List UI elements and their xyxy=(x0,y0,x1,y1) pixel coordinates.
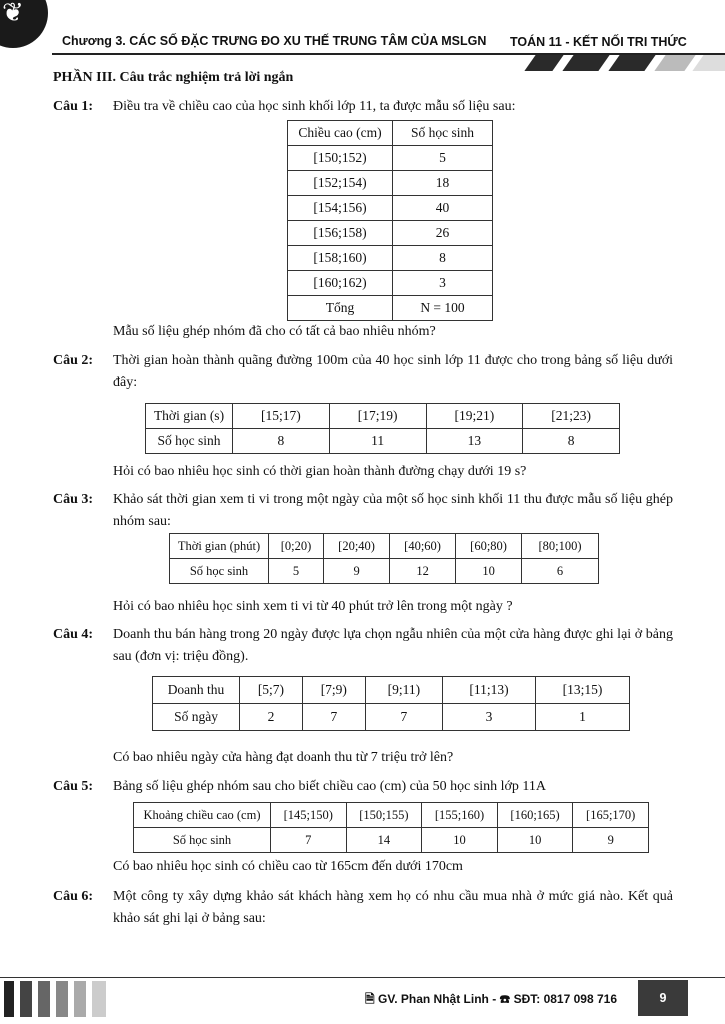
question-label: Câu 3: xyxy=(53,492,94,507)
q3-table xyxy=(169,533,599,584)
document-icon: 🗎 xyxy=(365,992,378,1006)
question-followup: Có bao nhiêu học sinh có chiều cao từ 165cm đến dưới 170cm xyxy=(113,859,463,874)
table-cell: [0;20) xyxy=(269,534,324,559)
table-cell: 5 xyxy=(269,559,324,584)
table-cell: 26 xyxy=(393,221,493,246)
table-cell: [20;40) xyxy=(324,534,390,559)
table-cell: 8 xyxy=(233,429,330,454)
question-label: Câu 6: xyxy=(53,889,94,904)
table-cell: [13;15) xyxy=(535,677,629,704)
footer-teacher xyxy=(365,990,617,1011)
table-cell: [160;165) xyxy=(497,803,573,828)
table-cell: 40 xyxy=(393,196,493,221)
question-followup: Hỏi có bao nhiêu học sinh xem ti vi từ 40 phút trở lên trong một ngày ? xyxy=(113,599,513,614)
table-cell: 9 xyxy=(573,828,649,853)
table-cell: [160;162) xyxy=(288,271,393,296)
table-header-cell: Số học sinh xyxy=(393,121,493,146)
table-cell: 1 xyxy=(535,704,629,731)
table-cell: [60;80) xyxy=(456,534,522,559)
table-cell: 10 xyxy=(422,828,498,853)
table-cell: 7 xyxy=(365,704,442,731)
chapter-title: Chương 3. CÁC SỐ ĐẶC TRƯNG ĐO XU THẾ TRUNG TÂM CỦA MSLGN xyxy=(62,34,487,48)
table-cell: Số học sinh xyxy=(134,828,271,853)
footer-stripes xyxy=(0,981,120,1017)
table-cell: [21;23) xyxy=(523,404,620,429)
table-cell: N = 100 xyxy=(393,296,493,321)
table-cell: [11;13) xyxy=(443,677,536,704)
question-text: Điều tra về chiều cao của học sinh khối lớp 11, ta được mẫu số liệu sau: xyxy=(113,99,516,114)
question-2 xyxy=(53,350,673,394)
question-5 xyxy=(53,776,673,798)
question-text: Khảo sát thời gian xem ti vi trong một ngày của một số học sinh khối 11 thu được mẫu số liệu ghép nhóm sau: xyxy=(113,492,673,529)
table-cell: [150;152) xyxy=(288,146,393,171)
table-cell: 11 xyxy=(329,429,426,454)
question-label: Câu 2: xyxy=(53,353,94,368)
question-label: Câu 4: xyxy=(53,627,94,642)
table-cell: [15;17) xyxy=(233,404,330,429)
q4-table xyxy=(152,676,630,731)
question-3 xyxy=(53,489,673,533)
table-cell: 3 xyxy=(443,704,536,731)
table-cell: Thời gian (phút) xyxy=(170,534,269,559)
header-stripes xyxy=(520,55,725,71)
table-cell: [19;21) xyxy=(426,404,523,429)
table-cell: Số ngày xyxy=(153,704,240,731)
question-followup: Có bao nhiêu ngày cửa hàng đạt doanh thu từ 7 triệu trở lên? xyxy=(113,750,454,765)
question-label: Câu 5: xyxy=(53,779,94,794)
table-cell: 14 xyxy=(346,828,422,853)
table-cell: 7 xyxy=(302,704,365,731)
question-text: Thời gian hoàn thành quãng đường 100m của 40 học sinh lớp 11 được cho trong bảng số liệu dưới đây: xyxy=(113,353,673,390)
question-label: Câu 1: xyxy=(53,99,94,114)
question-followup: Mẫu số liệu ghép nhóm đã cho có tất cả bao nhiêu nhóm? xyxy=(113,324,436,339)
table-cell: 7 xyxy=(271,828,347,853)
table-cell: [9;11) xyxy=(365,677,442,704)
question-text: Một công ty xây dựng khảo sát khách hàng xem họ có nhu cầu mua nhà ở mức giá nào. Kết quả khảo sát ghi lại ở bảng sau: xyxy=(113,889,673,926)
table-cell: [17;19) xyxy=(329,404,426,429)
table-cell: Doanh thu xyxy=(153,677,240,704)
question-text: Doanh thu bán hàng trong 20 ngày được lựa chọn ngẫu nhiên của một cửa hàng được ghi lại ở bảng sau (đơn vị: triệu đồng). xyxy=(113,627,673,664)
teacher-contact: GV. Phan Nhật Linh - ☎ SĐT: 0817 098 716 xyxy=(377,992,617,1006)
table-cell: [150;155) xyxy=(346,803,422,828)
table-cell: [7;9) xyxy=(302,677,365,704)
table-cell: [152;154) xyxy=(288,171,393,196)
table-cell: 10 xyxy=(497,828,573,853)
table-cell: Số học sinh xyxy=(170,559,269,584)
question-4 xyxy=(53,624,673,668)
table-cell: 10 xyxy=(456,559,522,584)
q1-table xyxy=(287,120,493,321)
question-followup: Hỏi có bao nhiêu học sinh có thời gian hoàn thành đường chạy dưới 19 s? xyxy=(113,464,527,479)
footer-rule xyxy=(0,977,725,978)
table-cell: 5 xyxy=(393,146,493,171)
table-cell: 13 xyxy=(426,429,523,454)
book-title: TOÁN 11 - KẾT NỐI TRI THỨC xyxy=(510,35,687,49)
logo-badge xyxy=(0,0,48,48)
table-cell: 8 xyxy=(523,429,620,454)
table-cell: Tổng xyxy=(288,296,393,321)
table-cell: Khoảng chiều cao (cm) xyxy=(134,803,271,828)
table-cell: 8 xyxy=(393,246,493,271)
table-cell: [165;170) xyxy=(573,803,649,828)
question-text: Bảng số liệu ghép nhóm sau cho biết chiều cao (cm) của 50 học sinh lớp 11A xyxy=(113,779,547,794)
table-header-cell: Chiều cao (cm) xyxy=(288,121,393,146)
question-1 xyxy=(53,96,673,118)
table-cell: [145;150) xyxy=(271,803,347,828)
table-cell: Số học sinh xyxy=(146,429,233,454)
table-cell: 9 xyxy=(324,559,390,584)
table-cell: 6 xyxy=(522,559,599,584)
table-cell: [158;160) xyxy=(288,246,393,271)
question-6 xyxy=(53,886,673,930)
table-cell: [155;160) xyxy=(422,803,498,828)
table-cell: 2 xyxy=(240,704,303,731)
q5-table xyxy=(133,802,649,853)
table-cell: [40;60) xyxy=(390,534,456,559)
table-cell: [156;158) xyxy=(288,221,393,246)
section-title: PHẦN III. Câu trắc nghiệm trả lời ngắn xyxy=(53,70,294,85)
q2-table xyxy=(145,403,620,454)
table-cell: [154;156) xyxy=(288,196,393,221)
logo-icon: ❦ xyxy=(2,0,24,27)
table-cell: 3 xyxy=(393,271,493,296)
table-cell: Thời gian (s) xyxy=(146,404,233,429)
table-cell: [5;7) xyxy=(240,677,303,704)
page-number: 9 xyxy=(638,980,688,1016)
table-cell: 18 xyxy=(393,171,493,196)
table-cell: 12 xyxy=(390,559,456,584)
table-cell: [80;100) xyxy=(522,534,599,559)
